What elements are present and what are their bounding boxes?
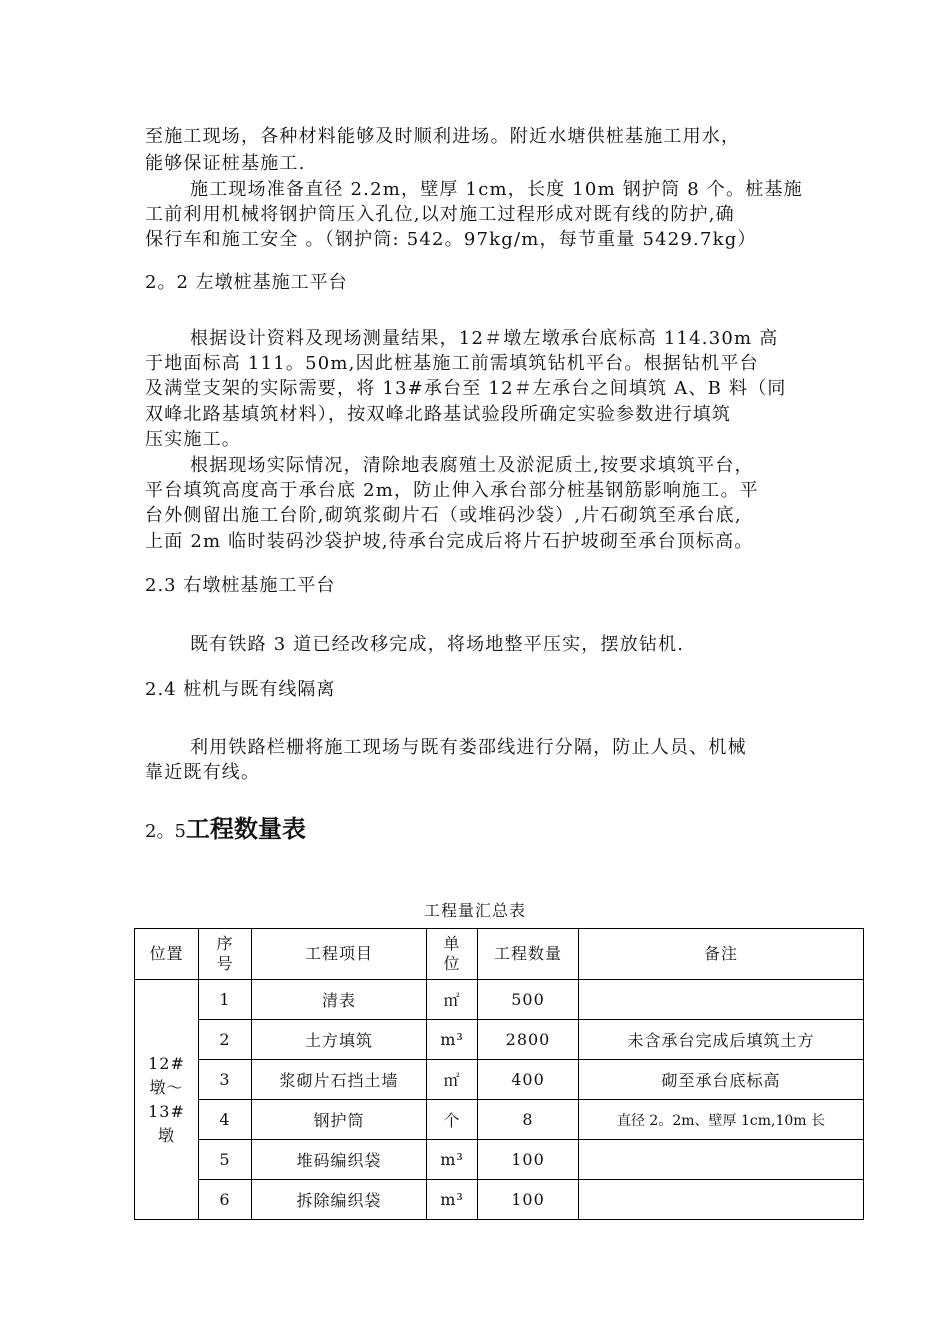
note-cell: [579, 1140, 864, 1180]
paragraph-line: 及满堂支架的实际需要，将 13#承台至 12＃左承台之间填筑 A、B 料（同: [145, 378, 787, 399]
item-cell: 拆除编织袋: [252, 1180, 427, 1220]
table-row: [135, 1100, 864, 1140]
note-cell: [579, 980, 864, 1020]
item-cell: 浆砌片石挡土墙: [252, 1060, 427, 1100]
paragraph-line: 靠近既有线。: [145, 762, 261, 783]
paragraph-line: 能够保证桩基施工.: [145, 153, 306, 174]
section-number: 2。5: [145, 821, 186, 842]
section-heading-2-3: 2.3 右墩桩基施工平台: [145, 575, 336, 596]
seq-cell: 1: [199, 980, 252, 1020]
position-line: 13#: [148, 1101, 185, 1121]
paragraph-line: 台外侧留出施工台阶,砌筑浆砌片石（或堆码沙袋）,片石砌筑至承台底,: [145, 505, 742, 526]
paragraph-line: 利用铁路栏栅将施工现场与既有娄邵线进行分隔，防止人员、机械: [190, 737, 747, 758]
seq-cell: 6: [199, 1180, 252, 1220]
seq-cell: 5: [199, 1140, 252, 1180]
header-note: 备注: [579, 929, 864, 980]
position-line: 墩: [157, 1125, 175, 1145]
header-seq-line: 序: [216, 934, 234, 953]
paragraph-line: 工前利用机械将钢护筒压入孔位,以对施工过程形成对既有线的防护,确: [145, 204, 735, 225]
paragraph-line: 于地面标高 111。50m,因此桩基施工前需填筑钻机平台。根据钻机平台: [145, 353, 759, 374]
note-cell: 未含承台完成后填筑土方: [579, 1020, 864, 1060]
unit-cell: m³: [427, 1180, 478, 1220]
quantity-cell: 2800: [478, 1020, 579, 1060]
seq-cell: 2: [199, 1020, 252, 1060]
paragraph-line: 根据设计资料及现场测量结果，12＃墩左墩承台底标高 114.30m 高: [190, 328, 779, 349]
table-row: [135, 980, 864, 1020]
item-cell: 清表: [252, 980, 427, 1020]
note-cell: [579, 1180, 864, 1220]
header-position: 位置: [135, 929, 199, 980]
unit-cell: m³: [427, 1140, 478, 1180]
quantity-cell: 8: [478, 1100, 579, 1140]
note-cell: 砌至承台底标高: [579, 1060, 864, 1100]
unit-cell: ㎡: [427, 1060, 478, 1100]
header-unit: [427, 929, 478, 980]
paragraph-line: 根据现场实际情况，清除地表腐殖土及淤泥质土,按要求填筑平台，: [190, 455, 754, 476]
position-line: 12#: [148, 1053, 185, 1073]
header-unit-line: 位: [443, 954, 461, 973]
header-unit-line: 单: [443, 934, 461, 953]
section-heading-2-2: 2。2 左墩桩基施工平台: [145, 272, 348, 293]
paragraph-line: 平台填筑高度高于承台底 2m，防止伸入承台部分桩基钢筋影响施工。平: [145, 480, 759, 501]
header-quantity: 工程数量: [478, 929, 579, 980]
seq-cell: 4: [199, 1100, 252, 1140]
paragraph-line: 施工现场准备直径 2.2m，壁厚 1cm，长度 10m 钢护筒 8 个。桩基施: [190, 179, 803, 200]
unit-cell: ㎡: [427, 980, 478, 1020]
paragraph-line: 上面 2m 临时装码沙袋护坡,待承台完成后将片石护坡砌至承台顶标高。: [145, 531, 754, 552]
item-cell: 钢护筒: [252, 1100, 427, 1140]
quantity-table: [134, 928, 864, 1220]
paragraph-line: 保行车和施工安全 。（钢护筒: 542。97kg/m，每节重量 5429.7kg）: [145, 229, 757, 250]
paragraph-line: 既有铁路 3 道已经改移完成，将场地整平压实，摆放钻机.: [190, 634, 685, 655]
header-seq: [199, 929, 252, 980]
unit-cell: 个: [427, 1100, 478, 1140]
table-row: [135, 1060, 864, 1100]
table-row: [135, 1020, 864, 1060]
item-cell: 土方填筑: [252, 1020, 427, 1060]
position-line: 墩～: [149, 1077, 184, 1097]
quantity-cell: 100: [478, 1140, 579, 1180]
table-caption: 工程量汇总表: [423, 901, 526, 920]
table-row: [135, 1180, 864, 1220]
item-cell: 堆码编织袋: [252, 1140, 427, 1180]
seq-cell: 3: [199, 1060, 252, 1100]
paragraph-line: 至施工现场，各种材料能够及时顺利进场。附近水塘供桩基施工用水，: [145, 126, 741, 147]
header-item: 工程项目: [252, 929, 427, 980]
note-cell: 直径 2。2m、壁厚 1cm,10m 长: [579, 1100, 864, 1140]
quantity-cell: 400: [478, 1060, 579, 1100]
quantity-cell: 100: [478, 1180, 579, 1220]
header-seq-line: 号: [216, 954, 234, 973]
position-cell: [135, 980, 199, 1220]
unit-cell: m³: [427, 1020, 478, 1060]
section-heading-2-4: 2.4 桩机与既有线隔离: [145, 679, 336, 700]
quantity-cell: 500: [478, 980, 579, 1020]
section-title: 工程数量表: [185, 815, 306, 843]
section-heading-2-5: [145, 814, 306, 847]
paragraph-line: 压实施工。: [145, 429, 241, 450]
table-header-row: [135, 929, 864, 980]
table-row: [135, 1140, 864, 1180]
paragraph-line: 双峰北路基填筑材料），按双峰北路基试验段所确定实验参数进行填筑: [145, 404, 732, 425]
